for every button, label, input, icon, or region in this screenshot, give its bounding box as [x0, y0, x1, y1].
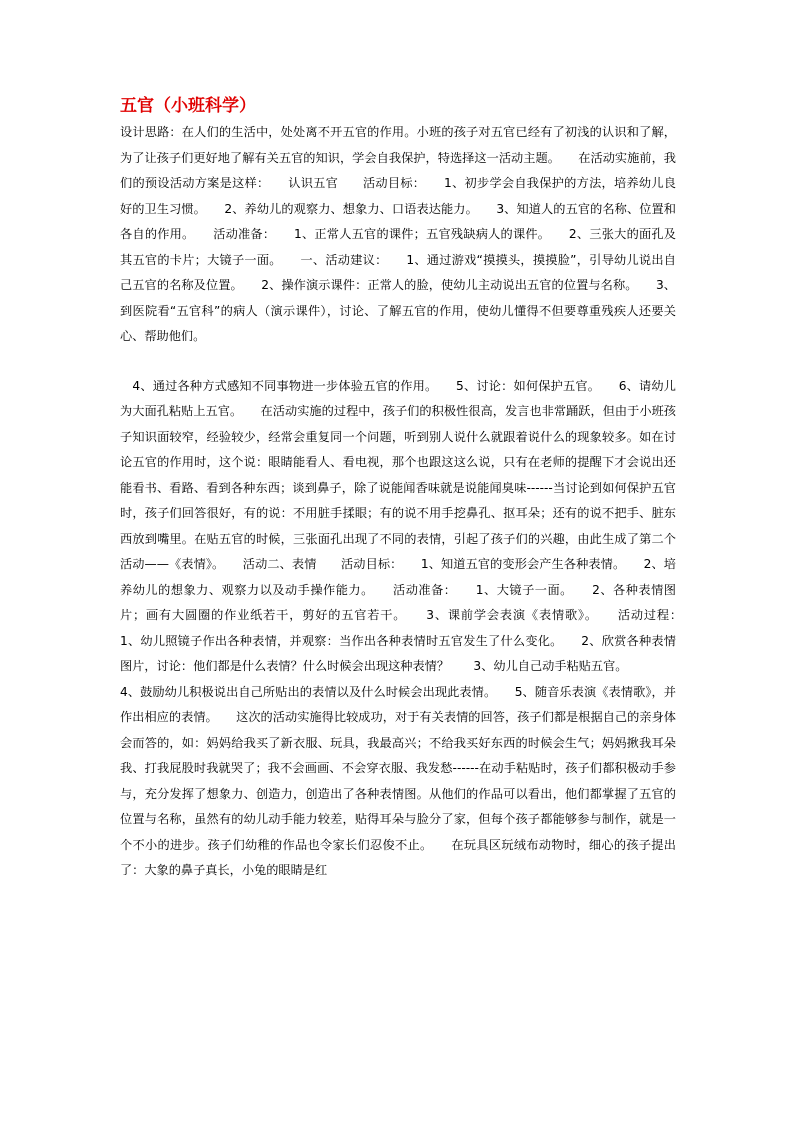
paragraph-reflection: 4、鼓励幼儿积极说出自己所贴出的表情以及什么时候会出现此表情。 5、随音乐表演《表情歌》，并作出相应的表情。 这次的活动实施得比较成功，对于有关表情的回答，孩子们都是根据自己的亲身体会而答的，如：妈妈给我买了新衣服、玩具，我最高兴；不给我买好东西的时候会生气；妈妈揪我耳朵我、打我屁股时我就哭了；我不会画画、不会穿衣服、我发愁------在动手粘贴时，孩子们都积极动手参与，充分发挥了想象力、创造力，创造出了各种表情图。从他们的作品可以看出，他们都掌握了五官的位置与名称，虽然有的幼儿动手能力较差，贴得耳朵与脸分了家，但每个孩子都能够参与制作，就是一个不小的进步。孩子们幼稚的作品也令家长们忍俊不止。 在玩具区玩绒布动物时，细心的孩子提出了：大象的鼻子真长，小兔的眼睛是红 — [120, 684, 676, 877]
paragraph-activity-process: 4、通过各种方式感知不同事物进一步体验五官的作用。 5、讨论：如何保护五官。 6、请幼儿为大面孔粘贴上五官。 在活动实施的过程中，孩子们的积极性很高，发言也非常踊跃，但由于小班孩子知识面较窄，经验较少，经常会重复同一个问题，听到别人说什么就跟着说什么的现象较多。如在讨论五官的作用时，这个说：眼睛能看人、看电视，那个也跟这这么说，只有在老师的提醒下才会说出还能看书、看路、看到各种东西；谈到鼻子，除了说能闻香味就是说能闻臭味------当讨论到如何保护五官时，孩子们回答很好，有的说：不用脏手揉眼；有的说不用手挖鼻孔、抠耳朵；还有的说不把手、脏东西放到嘴里。在贴五官的时候，三张面孔出现了不同的表情，引起了孩子们的兴趣，由此生成了第二个活动——《表情》。 活动二、表情 活动目标： 1、知道五官的变形会产生各种表情。 2、培养幼儿的想象力、观察力以及动手操作能力。 活动准备： 1、大镜子一面。 2、各种表情图片；画有大圆圈的作业纸若干，剪好的五官若干。 3、课前学会表演《表情歌》。 活动过程： 1、幼儿照镜子作出各种表情，并观察：当作出各种表情时五官发生了什么变化。 2、欣赏各种表情图片，讨论：他们都是什么表情？什么时候会出现这种表情？ 3、幼儿自己动手粘贴五官。 — [120, 378, 701, 673]
paragraph-design-idea: 设计思路：在人们的生活中，处处离不开五官的作用。小班的孩子对五官已经有了初浅的认识和了解，为了让孩子们更好地了解有关五官的知识，学会自我保护，特选择这一活动主题。 在活动实施前，我们的预设活动方案是这样： 认识五官 活动目标： 1、初步学会自我保护的方法，培养幼儿良好的卫生习惯。 2、养幼儿的观察力、想象力、口语表达能力。 3、知道人的五官的名称、位置和各自的作用。 活动准备： 1、正常人五官的课件；五官残缺病人的课件。 2、三张大的面孔及其五官的卡片；大镜子一面。 一、活动建议： 1、通过游戏“摸摸头，摸摸脸”，引导幼儿说出自己五官的名称及位置。 2、操作演示课件：正常人的脸，使幼儿主动说出五官的位置与名称。 3、到医院看“五官科”的病人（演示课件），讨论、了解五官的作用，使幼儿懂得不但要尊重残疾人还要关心、帮助他们。 — [120, 125, 676, 343]
document-page — [120, 94, 701, 884]
document-title: 五官（小班科学） — [120, 96, 256, 116]
paragraph-spacer — [120, 350, 676, 374]
